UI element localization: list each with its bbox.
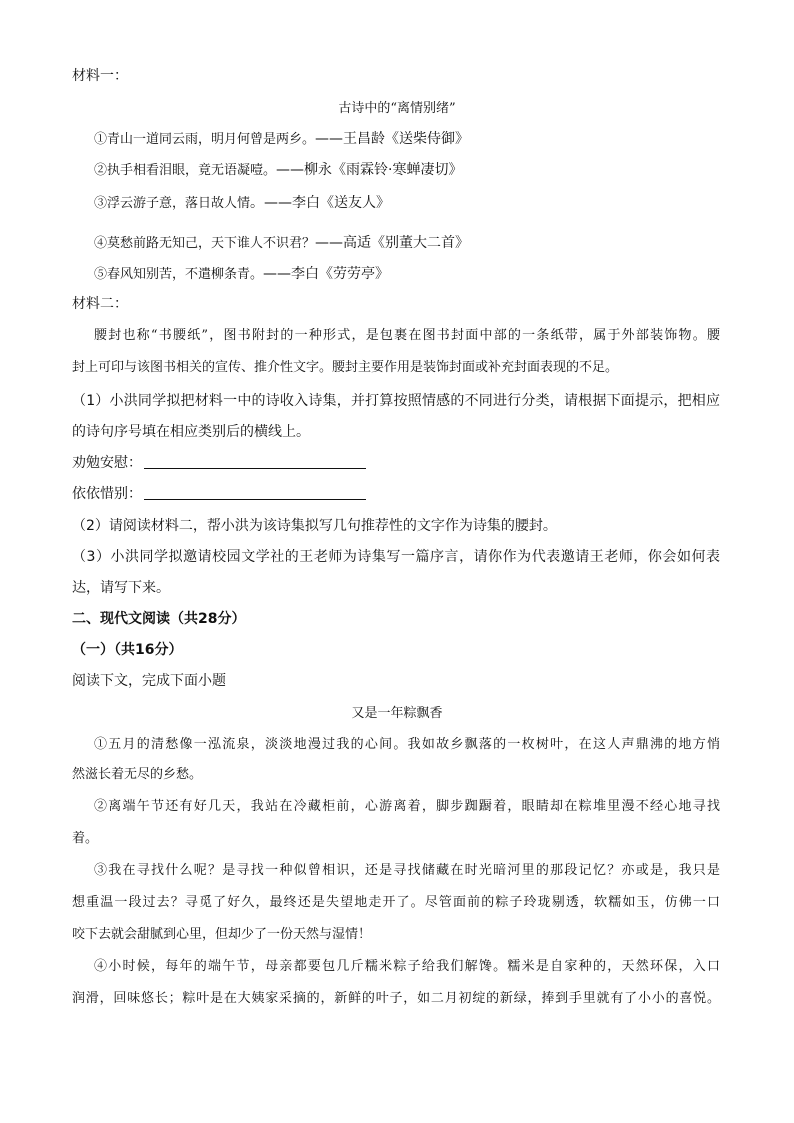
question-1-line: 的诗句序号填在相应类别后的横线上。 bbox=[72, 424, 310, 440]
poem-source: 。——李白《送友人》 bbox=[250, 195, 391, 211]
poem-line bbox=[94, 193, 390, 214]
poem-line bbox=[94, 264, 389, 285]
material1-title: 古诗中的“离情别绪” bbox=[338, 101, 456, 116]
subsection-title: （一）（共16分） bbox=[72, 642, 183, 658]
answer-label: 劝勉安慰： bbox=[72, 455, 142, 471]
essay-line: 润滑，回味悠长；粽叶是在大姨家采摘的，新鲜的叶子，如二月初绽的新绿，捧到手里就有了小小的喜悦。 bbox=[72, 991, 720, 1006]
poem-line bbox=[94, 233, 469, 254]
answer-blank[interactable] bbox=[144, 454, 366, 469]
answer-label: 依依惜别： bbox=[72, 486, 142, 502]
answer-row bbox=[72, 484, 366, 504]
essay-line: ②离端午节还有好几天，我站在冷藏柜前，心游离着，脚步踟蹰着，眼睛却在粽堆里漫不经心地寻找 bbox=[94, 799, 720, 814]
essay-line: 想重温一段过去？寻觅了好久，最终还是失望地走开了。尽管面前的粽子玲珑剔透，软糯如玉，仿佛一口 bbox=[72, 895, 720, 910]
question-1-line: （1）小洪同学拟把材料一中的诗收入诗集，并打算按照情感的不同进行分类，请根据下面提示，把相应 bbox=[72, 393, 720, 409]
material2-heading: 材料二： bbox=[72, 296, 128, 312]
poem-text: ③浮云游子意，落日故人情 bbox=[94, 196, 251, 211]
poem-source: ——李白《劳劳亭》 bbox=[263, 266, 390, 282]
essay-line: 然滋长着无尽的乡愁。 bbox=[72, 767, 203, 782]
essay-line: ①五月的清愁像一泓流泉，淡淡地漫过我的心间。我如故乡飘落的一枚树叶，在这人声鼎沸的地方悄 bbox=[94, 737, 720, 752]
essay-title: 又是一年粽飘香 bbox=[351, 706, 443, 721]
poem-text: ①青山一道同云雨，明月何曾是两乡。 bbox=[94, 132, 316, 147]
poem-text: ⑤春风知别苦，不遣柳条青。 bbox=[94, 267, 264, 282]
essay-line: 咬下去就会甜腻到心里，但却少了一份天然与湿情！ bbox=[72, 927, 372, 942]
essay-line: ④小时候，每年的端午节，母亲都要包几斤糯米粽子给我们解馋。糯米是自家种的，天然环保，入口 bbox=[94, 959, 720, 974]
answer-row bbox=[72, 453, 366, 473]
question-3-line: 达，请写下来。 bbox=[72, 580, 170, 596]
poem-text: ④莫愁前路无知己，天下谁人不识君？ bbox=[94, 236, 316, 251]
question-2: （2）请阅读材料二，帮小洪为该诗集拟写几句推荐性的文字作为诗集的腰封。 bbox=[72, 518, 557, 534]
section-title: 二、现代文阅读（共28分） bbox=[72, 611, 246, 627]
question-3-line: （3）小洪同学拟邀请校园文学社的王老师为诗集写一篇序言，请你作为代表邀请王老师，你会如何表 bbox=[72, 549, 720, 565]
poem-line bbox=[94, 129, 469, 150]
essay-line: 着。 bbox=[72, 831, 99, 846]
material1-heading: 材料一： bbox=[72, 68, 128, 84]
poem-line bbox=[94, 160, 462, 181]
poem-source: ——柳永《雨霖铃·寒蝉凄切》 bbox=[276, 162, 463, 178]
material2-paragraph-line: 腰封也称“书腰纸”，图书附封的一种形式，是包裹在图书封面中部的一条纸带，属于外部装饰物。腰 bbox=[94, 328, 720, 343]
instruction: 阅读下文，完成下面小题 bbox=[72, 673, 226, 689]
poem-source: ——王昌龄《送柴侍御》 bbox=[315, 131, 470, 147]
answer-blank[interactable] bbox=[144, 485, 366, 500]
poem-text: ②执手相看泪眼，竟无语凝噎。 bbox=[94, 163, 277, 178]
poem-source: ——高适《别董大二首》 bbox=[315, 235, 470, 251]
essay-line: ③我在寻找什么呢？是寻找一种似曾相识，还是寻找储藏在时光暗河里的那段记忆？亦或是，我只是 bbox=[94, 863, 720, 878]
material2-paragraph-line: 封上可印与该图书相关的宣传、推介性文字。腰封主要作用是装饰封面或补充封面表现的不足。 bbox=[72, 360, 619, 375]
